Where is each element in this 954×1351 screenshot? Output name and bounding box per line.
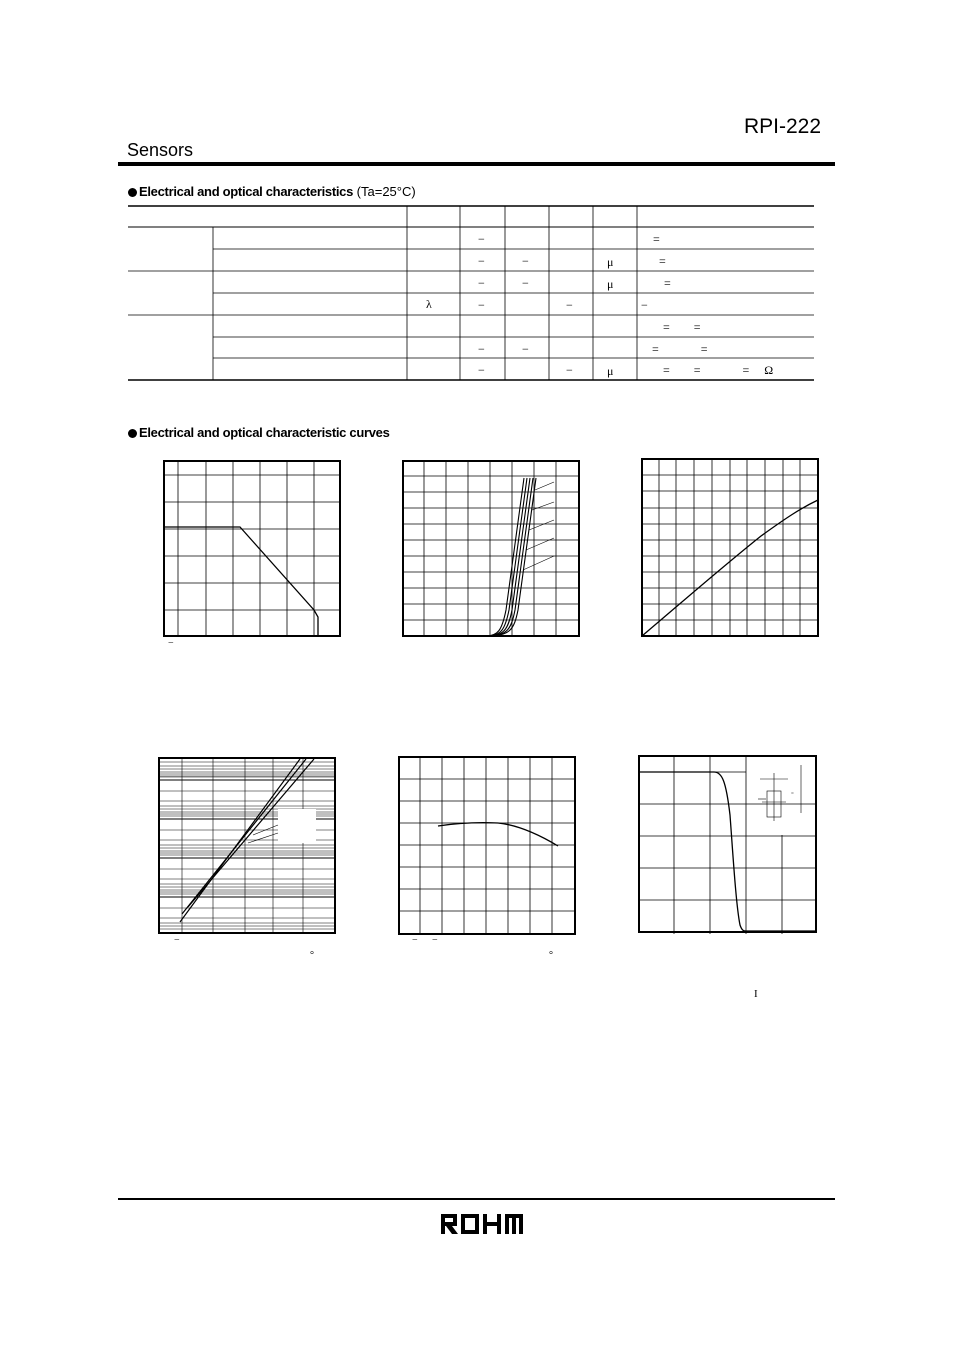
table-cell-r6-min: − (478, 342, 485, 356)
table-cell-r2-min: − (478, 254, 485, 268)
table-cell-r4-min: − (478, 298, 485, 312)
table-cell-r1-cond: = (653, 232, 660, 246)
graph-power-derating (163, 460, 342, 638)
table-cell-r1-min: − (478, 232, 485, 246)
table-cell-r3-typ: − (522, 276, 529, 290)
bullet-icon (128, 188, 137, 197)
table-cell-r6-cond: = = (652, 342, 708, 356)
graph-temperature (398, 756, 576, 936)
category-title: Sensors (127, 140, 194, 160)
table-cell-r6-typ: − (522, 342, 529, 356)
table-cell-r5-cond: = = (663, 320, 701, 334)
graph6-label: I (754, 988, 758, 1000)
table-cell-r2-cond: = (659, 254, 666, 268)
table-cell-r3-min: − (478, 276, 485, 290)
graph5-axis-mark-a: − (412, 935, 418, 946)
table-cell-r2-typ: − (522, 254, 529, 268)
graph5-degree-mark: ° (549, 950, 553, 961)
graph4-axis-mark: − (174, 935, 180, 946)
condition-label: (Ta=25°C) (356, 184, 416, 199)
graph-log-response (158, 757, 336, 935)
table-cell-r7-min: − (478, 363, 485, 377)
part-number: RPI-222 (744, 115, 822, 138)
graph-sensing-position (638, 755, 818, 935)
bullet-icon (128, 429, 137, 438)
graph5-axis-mark-b: − (432, 935, 438, 946)
characteristics-table (128, 205, 814, 382)
graph-forward-current (402, 460, 580, 638)
curves-section-title: Electrical and optical characteristic curves (128, 425, 390, 440)
table-cell-r3-unit: μ (607, 277, 614, 291)
svg-text:=: = (791, 792, 794, 797)
graph-collector-current (641, 458, 819, 638)
characteristics-section-title: Electrical and optical characteristics (Ta=25°C) (128, 184, 416, 199)
table-cell-r7-max: − (566, 363, 573, 377)
table-cell-r2-unit: μ (607, 255, 614, 269)
table-cell-r4-symbol: λ (426, 297, 432, 311)
footer-rule (118, 1198, 835, 1200)
table-cell-r7-unit: μ (607, 364, 614, 378)
graph4-degree-mark: ° (310, 950, 314, 961)
rohm-logo (440, 1213, 524, 1240)
header-rule (118, 162, 835, 166)
table-cell-r7-cond: = = = Ω (663, 363, 774, 377)
rohm-logo-icon (440, 1213, 524, 1235)
table-cell-r4-cond: − (641, 298, 648, 312)
graph1-axis-mark: − (168, 638, 174, 649)
table-cell-r4-max: − (566, 298, 573, 312)
table-cell-r3-cond: = (664, 276, 671, 290)
